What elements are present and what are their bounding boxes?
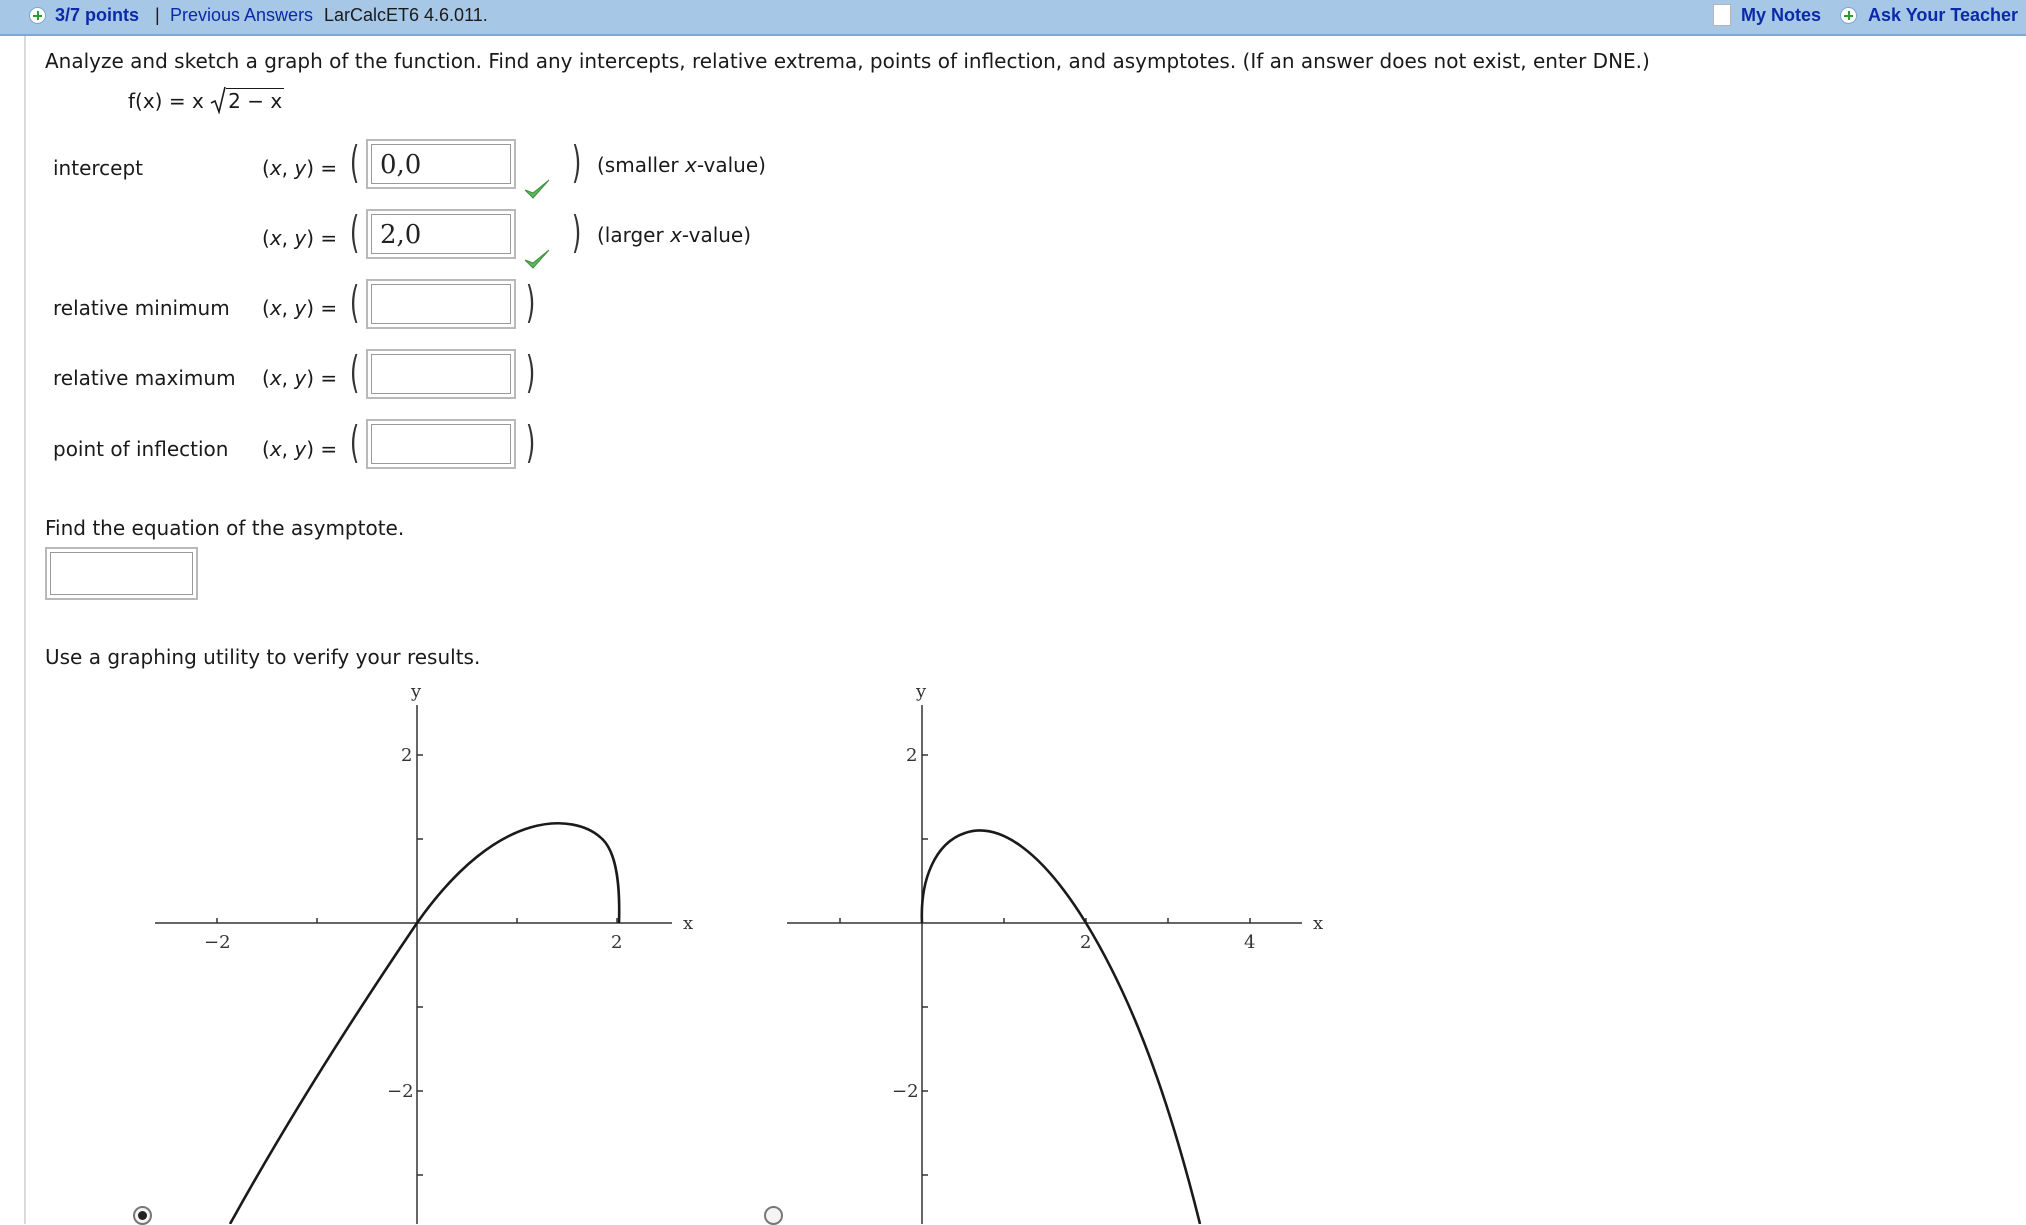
intercept-larger-input[interactable]: 2,0 (366, 209, 516, 259)
y-tick-label: 2 (401, 745, 413, 766)
row-label-relative-maximum: relative maximum (53, 366, 236, 390)
x-axis-label: x (1313, 913, 1324, 934)
y-axis-label: y (411, 681, 422, 702)
asymptote-prompt: Find the equation of the asymptote. (45, 516, 405, 540)
xy-label: (x, y) = (262, 366, 338, 390)
y-axis-label: y (916, 681, 927, 702)
close-paren: ) (525, 347, 536, 398)
close-paren: ) (571, 207, 582, 258)
open-paren: ( (349, 207, 360, 258)
larger-x-note: (larger x-value) (597, 223, 752, 247)
graph-option-1-radio[interactable] (133, 1206, 152, 1225)
function-lhs: f(x) = x (128, 89, 204, 113)
xy-label: (x, y) = (262, 156, 338, 180)
row-label-relative-minimum: relative minimum (53, 296, 230, 320)
y-tick-label: −2 (892, 1081, 919, 1102)
xy-label: (x, y) = (262, 296, 338, 320)
smaller-x-note: (smaller x-value) (597, 153, 766, 177)
x-tick-label: 2 (1080, 932, 1092, 953)
close-paren: ) (525, 277, 536, 328)
points-link[interactable]: 3/7 points (55, 5, 140, 25)
expand-plus-icon[interactable] (29, 7, 46, 24)
x-tick-label: −2 (204, 932, 231, 953)
function-curve (230, 823, 619, 1224)
close-paren: ) (571, 137, 582, 188)
open-paren: ( (349, 277, 360, 328)
previous-answers-link[interactable]: Previous Answers (170, 5, 314, 25)
open-paren: ( (349, 417, 360, 468)
function-expression (128, 88, 284, 114)
relative-maximum-input[interactable] (366, 349, 516, 399)
relative-minimum-input[interactable] (366, 279, 516, 329)
ask-teacher-link[interactable]: Ask Your Teacher (1868, 5, 2019, 25)
graph-option-1 (150, 675, 710, 1224)
point-of-inflection-input[interactable] (366, 419, 516, 469)
graph-option-2 (775, 675, 1335, 1224)
open-paren: ( (349, 347, 360, 398)
sqrt-sign-icon (210, 88, 226, 114)
row-label-intercept: intercept (53, 156, 143, 180)
problem-id: LarCalcET6 4.6.011. (324, 5, 488, 25)
x-tick-label: 2 (611, 932, 623, 953)
my-notes-link[interactable]: My Notes (1741, 5, 1822, 25)
notes-icon[interactable] (1713, 4, 1731, 26)
assignment-header-bar (0, 0, 2026, 36)
graph-option-2-radio[interactable] (764, 1206, 783, 1225)
verify-prompt: Use a graphing utility to verify your results. (45, 645, 481, 669)
close-paren: ) (525, 417, 536, 468)
content-left-rule (24, 36, 26, 1224)
function-curve (922, 831, 1200, 1224)
xy-label: (x, y) = (262, 437, 338, 461)
header-separator: | (155, 5, 160, 25)
function-radicand: 2 − x (228, 89, 283, 113)
intercept-smaller-input[interactable]: 0,0 (366, 139, 516, 189)
xy-label: (x, y) = (262, 226, 338, 250)
x-tick-label: 4 (1244, 932, 1256, 953)
correct-check-icon (523, 177, 551, 201)
correct-check-icon (523, 247, 551, 271)
open-paren: ( (349, 137, 360, 188)
x-axis-label: x (683, 913, 694, 934)
y-tick-label: 2 (906, 745, 918, 766)
y-tick-label: −2 (387, 1081, 414, 1102)
question-prompt: Analyze and sketch a graph of the function. Find any intercepts, relative extrema, points of inflection, and asymptotes. (If an answer does not exist, enter DNE.) (45, 49, 1650, 73)
ask-teacher-plus-icon[interactable] (1840, 7, 1857, 24)
asymptote-input[interactable] (45, 547, 198, 600)
row-label-point-of-inflection: point of inflection (53, 437, 229, 461)
